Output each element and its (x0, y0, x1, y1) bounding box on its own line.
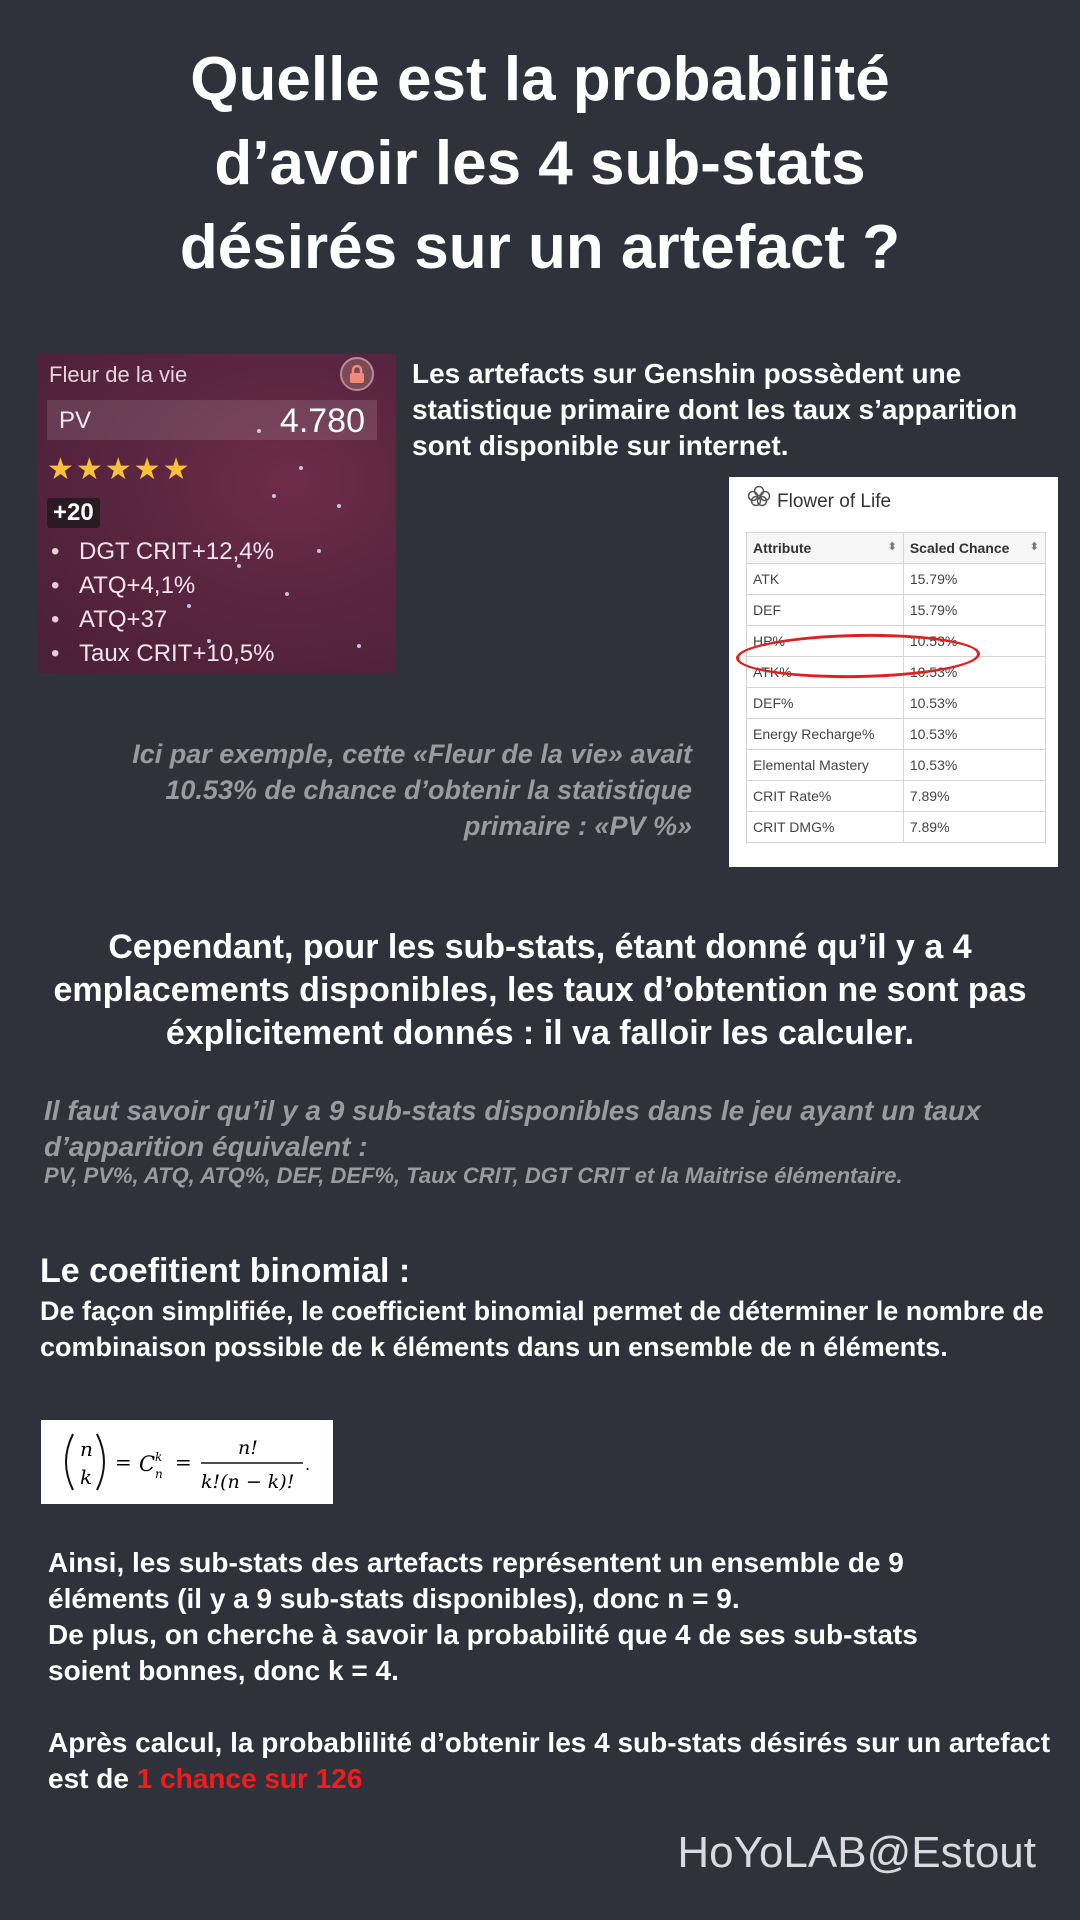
table-row: DEF% 10.53% (747, 688, 1046, 719)
binomial-title: Le coefitient binomial : (40, 1252, 411, 1290)
svg-text:=: = (175, 1450, 192, 1474)
table-row: DEF 15.79% (747, 595, 1046, 626)
column-header-attribute[interactable]: Attribute ⬍ (747, 533, 904, 564)
sort-icon: ⬍ (887, 541, 897, 553)
substat-3: • ATQ+37 (51, 606, 168, 633)
svg-text:k!(n − k)!: k!(n − k)! (201, 1471, 295, 1493)
artifact-level: +20 (47, 498, 100, 528)
author-credit: HoYoLAB@Estout (677, 1828, 1036, 1877)
artifact-name: Fleur de la vie (49, 362, 188, 387)
ainsi-paragraph: Ainsi, les sub-stats des artefacts représentent un ensemble de 9 éléments (il y a 9 sub-stats disponibles), donc n = 9. De plus, on cherche à savoir la probabilité que 4 de ses sub-stats soient bonnes, donc k = 4. (48, 1547, 918, 1686)
lock-button[interactable] (340, 357, 374, 391)
table-row: ATK 15.79% (747, 564, 1046, 595)
substat-2: • ATQ+4,1% (51, 572, 196, 599)
lock-icon (348, 364, 366, 384)
title-line-3: désirés sur un artefact ? (179, 213, 901, 282)
column-header-scaled-chance[interactable]: Scaled Chance ⬍ (903, 533, 1045, 564)
svg-text:=: = (115, 1450, 132, 1474)
flower-icon (747, 485, 777, 513)
table-row: Elemental Mastery 10.53% (747, 750, 1046, 781)
svg-text:n: n (80, 1437, 93, 1461)
scaled-chance-table (746, 532, 1046, 843)
conclusion-paragraph (48, 1725, 1058, 1797)
table-row: Energy Recharge% 10.53% (747, 719, 1046, 750)
svg-text:n!: n! (238, 1437, 258, 1459)
table-row: HP% 10.53% (747, 626, 1046, 657)
bullet-icon: • (51, 572, 60, 599)
substat-1: • DGT CRIT+12,4% (51, 538, 274, 565)
bullet-icon: • (51, 606, 60, 633)
substat-4: • Taux CRIT+10,5% (51, 640, 275, 667)
main-stat-name: PV (59, 407, 92, 434)
conclusion-text: Après calcul, la probablilité d’obtenir les 4 sub-stats désirés sur un artefact est de (48, 1727, 1051, 1794)
rarity-stars: ★★★★★ (47, 453, 192, 486)
svg-text:C: C (139, 1452, 156, 1476)
artifact-card (37, 354, 396, 673)
main-stat-row (47, 400, 377, 440)
binomial-description: De façon simplifiée, le coefficient binomial permet de déterminer le nombre de combinaison possible de k éléments dans un ensemble de n éléments. (40, 1296, 1044, 1362)
table-title: Flower of Life (747, 485, 891, 513)
svg-text:.: . (305, 1455, 311, 1474)
page-title (0, 38, 1080, 290)
substats-explanation: Cependant, pour les sub-stats, étant donné qu’il y a 4 emplacements disponibles, les taux d’obtention ne sont pas éxplicitement donnés : il va falloir les calculer. (53, 928, 1027, 1052)
binomial-formula (41, 1420, 333, 1504)
svg-text:k: k (155, 1450, 163, 1464)
sort-icon: ⬍ (1029, 541, 1039, 553)
table-row: CRIT Rate% 7.89% (747, 781, 1046, 812)
svg-text:k: k (80, 1465, 93, 1489)
svg-text:n: n (155, 1467, 163, 1481)
table-row: CRIT DMG% 7.89% (747, 812, 1046, 843)
substats-note: Il faut savoir qu’il y a 9 sub-stats disponibles dans le jeu ayant un taux d’apparition équivalent : (44, 1095, 981, 1162)
bullet-icon: • (51, 640, 60, 667)
title-line-1: Quelle est la probabilité (190, 45, 890, 114)
intro-text: Les artefacts sur Genshin possèdent une statistique primaire dont les taux s’apparition sont disponible sur internet. (412, 358, 1018, 461)
main-stat-value: 4.780 (279, 402, 365, 440)
substats-list: PV, PV%, ATQ, ATQ%, DEF, DEF%, Taux CRIT, DGT CRIT et la Maitrise élémentaire. (44, 1163, 903, 1188)
table-row: ATK% 10.53% (747, 657, 1046, 688)
title-line-2: d’avoir les 4 sub-stats (214, 129, 866, 198)
example-text: Ici par exemple, cette «Fleur de la vie» avait 10.53% de chance d’obtenir la statistique primaire : «PV %» (132, 739, 692, 841)
probability-result: 1 chance sur 126 (136, 1763, 363, 1794)
bullet-icon: • (51, 538, 60, 565)
